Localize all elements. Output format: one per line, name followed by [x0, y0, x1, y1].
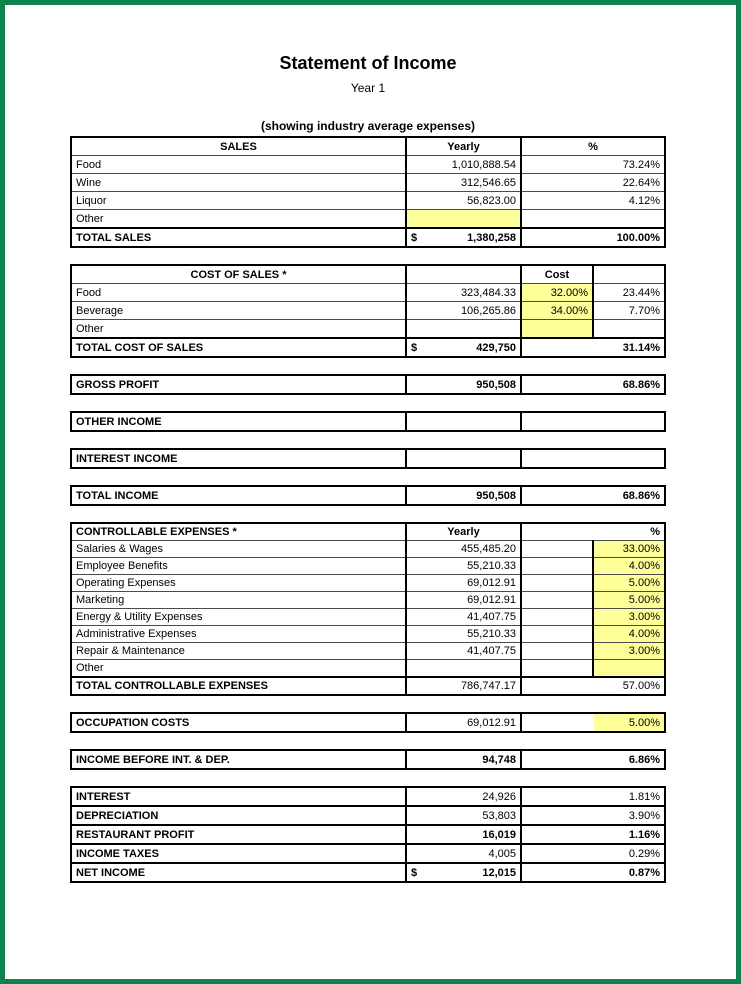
- pct-cell: [521, 449, 665, 468]
- table-row: [71, 449, 665, 468]
- total-income-row: [70, 485, 666, 506]
- value-cell: 24,926: [406, 787, 521, 806]
- yearly-cell: 41,407.75: [406, 643, 521, 660]
- row-label: Employee Benefits: [71, 558, 406, 575]
- total-label: TOTAL SALES: [71, 228, 406, 247]
- row-label: Other: [71, 210, 406, 229]
- currency-symbol: $: [411, 341, 418, 354]
- pct-input-cell[interactable]: 3.00%: [593, 643, 665, 660]
- value-cell: 950,508: [406, 486, 521, 505]
- value-cell: 16,019: [406, 825, 521, 844]
- yearly-cell: 56,823.00: [406, 192, 521, 210]
- row-label: Food: [71, 156, 406, 174]
- currency-symbol: $: [411, 231, 418, 244]
- table-row: [71, 643, 665, 660]
- pct-cell: 0.29%: [521, 844, 665, 863]
- pct-cell: 6.86%: [521, 750, 665, 769]
- controllable-header-yearly: Yearly: [406, 523, 521, 541]
- row-label: Beverage: [71, 302, 406, 320]
- spacer-cell: [521, 558, 593, 575]
- yearly-cell: 69,012.91: [406, 575, 521, 592]
- table-row: [71, 592, 665, 609]
- yearly-cell: 55,210.33: [406, 626, 521, 643]
- pct-cell: [593, 320, 665, 339]
- sales-table: [70, 136, 666, 248]
- row-label: Repair & Maintenance: [71, 643, 406, 660]
- pct-cell: 23.44%: [593, 284, 665, 302]
- bottom-summary-table: [70, 786, 666, 883]
- value-cell: 94,748: [406, 750, 521, 769]
- cost-pct-input-cell[interactable]: [521, 320, 593, 339]
- spacer-cell: [521, 592, 593, 609]
- total-value: 429,750: [476, 341, 516, 354]
- cost-total-row: [71, 338, 665, 357]
- spacer-cell: [521, 643, 593, 660]
- pct-input-cell[interactable]: [593, 660, 665, 678]
- table-row: [71, 558, 665, 575]
- row-label: Other: [71, 320, 406, 339]
- yearly-cell: [406, 660, 521, 678]
- cost-header-row: [71, 265, 665, 284]
- controllable-expenses-table: [70, 522, 666, 696]
- pct-cell: 3.90%: [521, 806, 665, 825]
- value-cell: 69,012.91: [406, 713, 521, 732]
- table-row: [71, 541, 665, 558]
- table-row: [71, 575, 665, 592]
- row-label: Other: [71, 660, 406, 678]
- table-row: [71, 412, 665, 431]
- spacer-cell: [521, 575, 593, 592]
- interest-row: [71, 787, 665, 806]
- total-value: 1,380,258: [467, 231, 516, 244]
- yearly-cell: 106,265.86: [406, 302, 521, 320]
- value-cell: [406, 863, 521, 882]
- sales-header-row: [71, 137, 665, 156]
- yearly-cell: 55,210.33: [406, 558, 521, 575]
- table-row: [71, 375, 665, 394]
- table-row: [71, 156, 665, 174]
- controllable-total-row: [71, 677, 665, 695]
- yearly-cell: 1,010,888.54: [406, 156, 521, 174]
- table-row: [71, 210, 665, 229]
- row-label: Marketing: [71, 592, 406, 609]
- gross-profit-row: [70, 374, 666, 395]
- controllable-header-pct: %: [521, 523, 665, 541]
- table-row: [71, 320, 665, 339]
- pct-cell: 1.16%: [521, 825, 665, 844]
- cost-pct-input-cell[interactable]: 32.00%: [521, 284, 593, 302]
- pct-input-cell[interactable]: 4.00%: [593, 626, 665, 643]
- spacer-cell: [521, 626, 593, 643]
- row-label: DEPRECIATION: [71, 806, 406, 825]
- cost-header-yearly: [406, 265, 521, 284]
- controllable-header-label: CONTROLLABLE EXPENSES *: [76, 526, 237, 538]
- row-label: Wine: [71, 174, 406, 192]
- page-note: (showing industry average expenses): [260, 119, 476, 133]
- yearly-cell: 69,012.91: [406, 592, 521, 609]
- sales-total-row: [71, 228, 665, 247]
- table-row: [71, 750, 665, 769]
- table-row: [71, 609, 665, 626]
- table-row: [71, 284, 665, 302]
- table-row: [71, 486, 665, 505]
- yearly-cell: 312,546.65: [406, 174, 521, 192]
- row-label: Liquor: [71, 192, 406, 210]
- sales-header-label: SALES: [220, 140, 257, 153]
- total-value: 12,015: [482, 866, 516, 879]
- value-cell: 950,508: [406, 375, 521, 394]
- cost-of-sales-table: [70, 264, 666, 358]
- pct-cell: [521, 412, 665, 431]
- pct-cell: [521, 210, 665, 229]
- pct-input-cell[interactable]: 33.00%: [593, 541, 665, 558]
- row-label: Energy & Utility Expenses: [71, 609, 406, 626]
- occupation-costs-row: [70, 712, 666, 733]
- controllable-header-row: [71, 523, 665, 541]
- spacer-cell: [521, 609, 593, 626]
- spacer-cell: [521, 660, 593, 678]
- row-label: Operating Expenses: [71, 575, 406, 592]
- row-label: RESTAURANT PROFIT: [71, 825, 406, 844]
- pct-cell: 68.86%: [521, 486, 665, 505]
- row-label: INTEREST INCOME: [76, 452, 178, 465]
- total-yearly-cell: [406, 338, 521, 357]
- row-label: INCOME TAXES: [71, 844, 406, 863]
- sales-header-pct: %: [521, 137, 665, 156]
- value-cell: 4,005: [406, 844, 521, 863]
- net-income-row: [71, 863, 665, 882]
- total-pct-cell: 31.14%: [521, 338, 665, 357]
- cost-header-cost: Cost: [521, 265, 593, 284]
- income-before-row: [70, 749, 666, 770]
- table-row: [71, 174, 665, 192]
- other-income-row: [70, 411, 666, 432]
- pct-cell: 1.81%: [521, 787, 665, 806]
- value-cell: 53,803: [406, 806, 521, 825]
- value-cell: [406, 449, 521, 468]
- value-cell: [406, 412, 521, 431]
- pct-cell: 68.86%: [521, 375, 665, 394]
- restaurant-profit-row: [71, 825, 665, 844]
- row-label: Salaries & Wages: [71, 541, 406, 558]
- page-subtitle-year: Year 1: [350, 81, 386, 95]
- cost-header-pct: [593, 265, 665, 284]
- cost-header-label: COST OF SALES *: [190, 268, 287, 281]
- table-row: [71, 660, 665, 678]
- currency-symbol: $: [411, 866, 418, 879]
- income-statement-sheet: [5, 53, 666, 883]
- pct-cell: 22.64%: [521, 174, 665, 192]
- total-pct-cell: 100.00%: [521, 228, 665, 247]
- pct-input-cell[interactable]: 5.00%: [521, 713, 665, 732]
- row-label: INTEREST: [76, 790, 131, 803]
- yearly-cell: 323,484.33: [406, 284, 521, 302]
- interest-income-row: [70, 448, 666, 469]
- yearly-cell: [406, 320, 521, 339]
- pct-cell: 7.70%: [593, 302, 665, 320]
- pct-cell: 0.87%: [521, 863, 665, 882]
- total-label: TOTAL COST OF SALES: [71, 338, 406, 357]
- table-row: [71, 713, 665, 732]
- row-label: Food: [71, 284, 406, 302]
- row-label: INCOME BEFORE INT. & DEP.: [76, 753, 230, 766]
- total-pct-cell: 57.00%: [521, 677, 665, 695]
- row-label: NET INCOME: [71, 863, 406, 882]
- row-label: GROSS PROFIT: [76, 378, 160, 391]
- pct-cell: 73.24%: [521, 156, 665, 174]
- total-yearly-cell: [406, 228, 521, 247]
- total-yearly-cell: 786,747.17: [406, 677, 521, 695]
- pct-input-cell[interactable]: 3.00%: [593, 609, 665, 626]
- page-title: Statement of Income: [279, 53, 457, 73]
- yearly-cell: 455,485.20: [406, 541, 521, 558]
- pct-cell: 4.12%: [521, 192, 665, 210]
- sales-header-yearly: Yearly: [406, 137, 521, 156]
- cost-pct-input-cell[interactable]: 34.00%: [521, 302, 593, 320]
- other-sales-input-cell[interactable]: [406, 210, 521, 229]
- table-row: [71, 626, 665, 643]
- pct-input-cell[interactable]: 5.00%: [593, 592, 665, 609]
- table-row: [71, 192, 665, 210]
- pct-input-cell[interactable]: 5.00%: [593, 575, 665, 592]
- income-taxes-row: [71, 844, 665, 863]
- row-label: TOTAL INCOME: [76, 489, 159, 502]
- total-label: TOTAL CONTROLLABLE EXPENSES: [71, 677, 406, 695]
- spacer-cell: [521, 541, 593, 558]
- table-row: [71, 302, 665, 320]
- yearly-cell: 41,407.75: [406, 609, 521, 626]
- depreciation-row: [71, 806, 665, 825]
- row-label: Administrative Expenses: [71, 626, 406, 643]
- row-label: OTHER INCOME: [76, 415, 162, 428]
- row-label: OCCUPATION COSTS: [76, 716, 190, 729]
- pct-input-cell[interactable]: 4.00%: [593, 558, 665, 575]
